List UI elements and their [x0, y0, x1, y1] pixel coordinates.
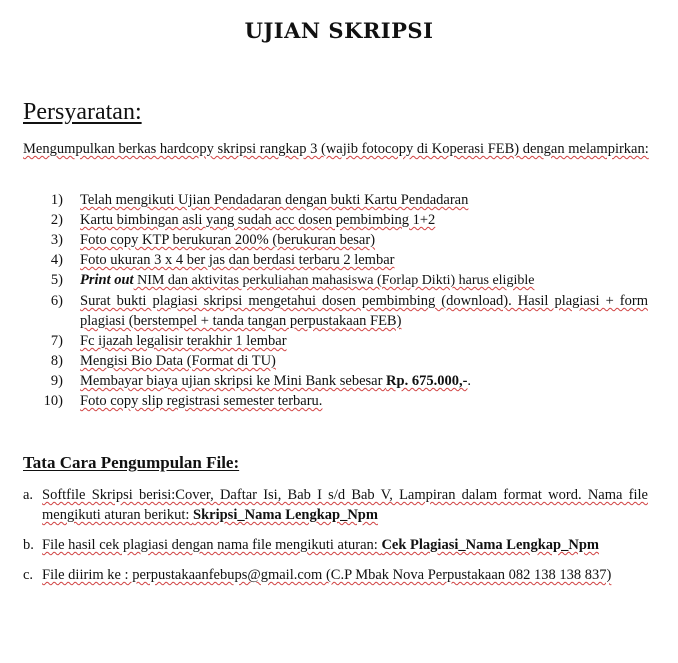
list-text: Kartu bimbingan asli yang sudah acc dosen pembimbing 1+2	[80, 212, 436, 228]
list-number: 10)	[43, 393, 63, 409]
requirements-list	[23, 190, 648, 411]
filename-rule: Skripsi_Nama Lengkap_Npm	[193, 507, 378, 523]
list-item	[23, 210, 648, 230]
list-number: 3)	[50, 232, 63, 248]
procedure-list	[23, 485, 648, 595]
list-text: File hasil cek plagiasi dengan nama file mengikuti aturan:	[42, 537, 382, 553]
list-text: Fc ijazah legalisir terakhir 1 lembar	[80, 333, 287, 349]
list-item	[23, 535, 648, 555]
list-item	[23, 485, 648, 525]
list-text: Telah mengikuti Ujian Pendadaran dengan bukti Kartu Pendadaran	[80, 192, 469, 208]
filename-rule: Cek Plagiasi_Nama Lengkap_Npm	[381, 537, 599, 553]
list-text: Surat bukti plagiasi skripsi mengetahui dosen pembimbing (download). Hasil plagiasi + form plagiasi (berstempel + tanda tangan perpustakaan FEB)	[80, 293, 648, 329]
list-number: 2)	[50, 212, 63, 228]
procedure-heading: Tata Cara Pengumpulan File:	[23, 453, 240, 472]
list-lead-text: Print out	[80, 272, 134, 288]
list-text: NIM dan aktivitas perkuliahan mahasiswa (Forlap Dikti) harus eligible	[133, 273, 535, 288]
list-text: Foto copy KTP berukuran 200% (berukuran besar)	[80, 232, 376, 248]
list-text: Mengisi Bio Data (Format di TU)	[80, 353, 276, 369]
list-text: Foto ukuran 3 x 4 ber jas dan berdasi terbaru 2 lembar	[80, 252, 395, 268]
list-letter: c.	[23, 567, 34, 583]
list-number: 7)	[50, 333, 63, 349]
list-text: Softfile Skripsi berisi:Cover, Daftar Isi, Bab I s/d Bab V, Lampiran dalam format word. Nama file mengikuti aturan berikut:	[42, 487, 648, 523]
list-letter: b.	[23, 537, 34, 553]
list-text: Membayar biaya ujian skripsi ke Mini Bank sebesar	[80, 373, 387, 389]
list-item	[23, 230, 648, 250]
list-text: File diirim ke : perpustakaanfebups@gmail.com (C.P Mbak Nova Perpustakaan 082 138 138 837)	[42, 567, 612, 583]
list-item	[23, 351, 648, 371]
list-number: 8)	[50, 353, 63, 369]
list-text: Foto copy slip registrasi semester terbaru.	[80, 393, 323, 409]
list-item	[23, 331, 648, 351]
list-letter: a.	[23, 487, 34, 503]
list-number: 6)	[50, 293, 63, 309]
list-item	[23, 270, 648, 291]
list-amount: Rp. 675.000,-	[386, 373, 468, 389]
requirements-intro: Mengumpulkan berkas hardcopy skripsi rangkap 3 (wajib fotocopy di Koperasi FEB) dengan melampirkan:	[23, 141, 649, 157]
list-number: 4)	[50, 252, 63, 268]
page-title: UJIAN SKRIPSI	[244, 18, 434, 43]
list-item	[23, 371, 648, 391]
list-number: 5)	[50, 272, 63, 288]
list-number: 1)	[50, 192, 63, 208]
list-item	[23, 565, 648, 585]
requirements-heading: Persyaratan:	[23, 99, 142, 125]
list-item	[23, 190, 648, 210]
list-item	[23, 291, 648, 331]
list-tail: .	[467, 373, 472, 389]
list-item	[23, 391, 648, 411]
list-number: 9)	[50, 373, 63, 389]
list-item	[23, 250, 648, 270]
